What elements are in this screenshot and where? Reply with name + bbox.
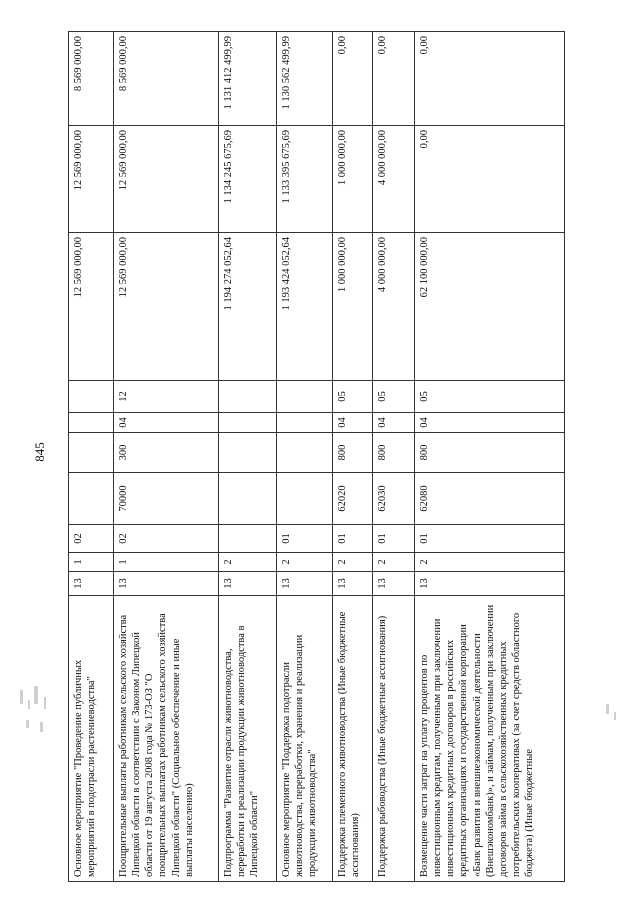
- code-cell: 04: [114, 413, 219, 433]
- code-cell: [219, 381, 277, 413]
- amount-cell: 12 569 000,00: [114, 233, 219, 381]
- code-cell: 62020: [333, 473, 373, 525]
- code-cell: 05: [333, 381, 373, 413]
- code-cell: [219, 473, 277, 525]
- code-cell: 01: [415, 525, 565, 553]
- table-row: [277, 32, 333, 882]
- code-cell: 01: [277, 525, 333, 553]
- code-cell: 13: [114, 572, 219, 596]
- amount-cell: 0,00: [415, 32, 565, 126]
- code-cell: [277, 381, 333, 413]
- code-cell: 04: [415, 413, 565, 433]
- amount-cell: 62 100 000,00: [415, 233, 565, 381]
- code-cell: 02: [114, 525, 219, 553]
- code-cell: [69, 473, 114, 525]
- scan-speck: [20, 690, 23, 704]
- code-cell: [69, 381, 114, 413]
- row-name: Поддержка племенного животноводства (Иные бюджетные ассигнования): [333, 596, 373, 882]
- row-name: Возмещение части затрат на уплату процентов по инвестиционным кредитам, полученным при заключении инвестиционных кредитных договоров в российских кредитных организациях и государственной корпорации «Банк развития и внешнеэкономической деятельности (Внешэкономбанк)», и займам, полученным при заключении договоров займа в сельскохозяйственных кредитных потребительских кооперативах (за счет средств областного бюджета) (Иные бюджетные: [415, 596, 565, 882]
- code-cell: 13: [69, 572, 114, 596]
- code-cell: 01: [373, 525, 415, 553]
- table-row: [114, 32, 219, 882]
- page-number: 845: [32, 442, 47, 462]
- amount-cell: 4 000 000,00: [373, 233, 415, 381]
- code-cell: 800: [415, 433, 565, 473]
- scan-speck: [26, 720, 29, 728]
- code-cell: [277, 413, 333, 433]
- budget-table: [68, 31, 565, 882]
- scan-speck: [606, 704, 609, 714]
- code-cell: 2: [415, 553, 565, 572]
- table-row: [415, 32, 565, 882]
- amount-cell: 0,00: [415, 126, 565, 233]
- code-cell: [219, 413, 277, 433]
- code-cell: 2: [333, 553, 373, 572]
- scan-speck: [34, 686, 38, 704]
- code-cell: 13: [373, 572, 415, 596]
- amount-cell: 8 569 000,00: [69, 32, 114, 126]
- code-cell: [277, 473, 333, 525]
- code-cell: 70000: [114, 473, 219, 525]
- table-row: [69, 32, 114, 882]
- table-row: [333, 32, 373, 882]
- code-cell: 13: [415, 572, 565, 596]
- scan-speck: [44, 697, 46, 709]
- rotated-table-wrapper: [68, 32, 568, 882]
- code-cell: [69, 413, 114, 433]
- table-row: [373, 32, 415, 882]
- code-cell: 800: [333, 433, 373, 473]
- amount-cell: 12 569 000,00: [69, 233, 114, 381]
- amount-cell: 1 194 274 052,64: [219, 233, 277, 381]
- amount-cell: 8 569 000,00: [114, 32, 219, 126]
- code-cell: 1: [114, 553, 219, 572]
- amount-cell: 0,00: [373, 32, 415, 126]
- code-cell: 05: [415, 381, 565, 413]
- amount-cell: 12 569 000,00: [114, 126, 219, 233]
- code-cell: [219, 525, 277, 553]
- code-cell: 01: [333, 525, 373, 553]
- code-cell: 12: [114, 381, 219, 413]
- code-cell: [69, 433, 114, 473]
- code-cell: 2: [219, 553, 277, 572]
- amount-cell: 1 000 000,00: [333, 233, 373, 381]
- code-cell: [219, 433, 277, 473]
- code-cell: 13: [277, 572, 333, 596]
- amount-cell: 12 569 000,00: [69, 126, 114, 233]
- code-cell: 300: [114, 433, 219, 473]
- code-cell: 04: [333, 413, 373, 433]
- code-cell: 02: [69, 525, 114, 553]
- amount-cell: 0,00: [333, 32, 373, 126]
- code-cell: [277, 433, 333, 473]
- code-cell: 13: [333, 572, 373, 596]
- code-cell: 2: [277, 553, 333, 572]
- code-cell: 04: [373, 413, 415, 433]
- row-name: Поддержка рыбоводства (Иные бюджетные ассигнования): [373, 596, 415, 882]
- amount-cell: 1 193 424 052,64: [277, 233, 333, 381]
- amount-cell: 1 134 245 675,69: [219, 126, 277, 233]
- amount-cell: 1 131 412 499,99: [219, 32, 277, 126]
- scan-speck: [40, 722, 43, 732]
- scan-speck: [28, 700, 30, 709]
- code-cell: 800: [373, 433, 415, 473]
- code-cell: 62030: [373, 473, 415, 525]
- row-name: Основное мероприятие "Поддержка подотрасли животноводства, переработки, хранения и реализации продукции животноводства": [277, 596, 333, 882]
- amount-cell: 1 130 562 499,99: [277, 32, 333, 126]
- amount-cell: 1 000 000,00: [333, 126, 373, 233]
- code-cell: 1: [69, 553, 114, 572]
- code-cell: 13: [219, 572, 277, 596]
- amount-cell: 4 000 000,00: [373, 126, 415, 233]
- row-name: Подпрограмма "Развитие отрасли животноводства, переработки и реализации продукции животноводства в Липецкой области": [219, 596, 277, 882]
- scan-speck: [614, 712, 616, 720]
- code-cell: 62080: [415, 473, 565, 525]
- code-cell: 05: [373, 381, 415, 413]
- row-name: Основное мероприятие "Проведение публичных мероприятий в подотрасли растениеводства": [69, 596, 114, 882]
- row-name: Поощрительные выплаты работникам сельского хозяйства Липецкой области в соответствии с Законом Липецкой области от 19 августа 2008 года № 173-ОЗ "О поощрительных выплатах работникам сельского хозяйства Липецкой области" (Социальное обеспечение и иные выплаты населению): [114, 596, 219, 882]
- table-row: [219, 32, 277, 882]
- amount-cell: 1 133 395 675,69: [277, 126, 333, 233]
- code-cell: 2: [373, 553, 415, 572]
